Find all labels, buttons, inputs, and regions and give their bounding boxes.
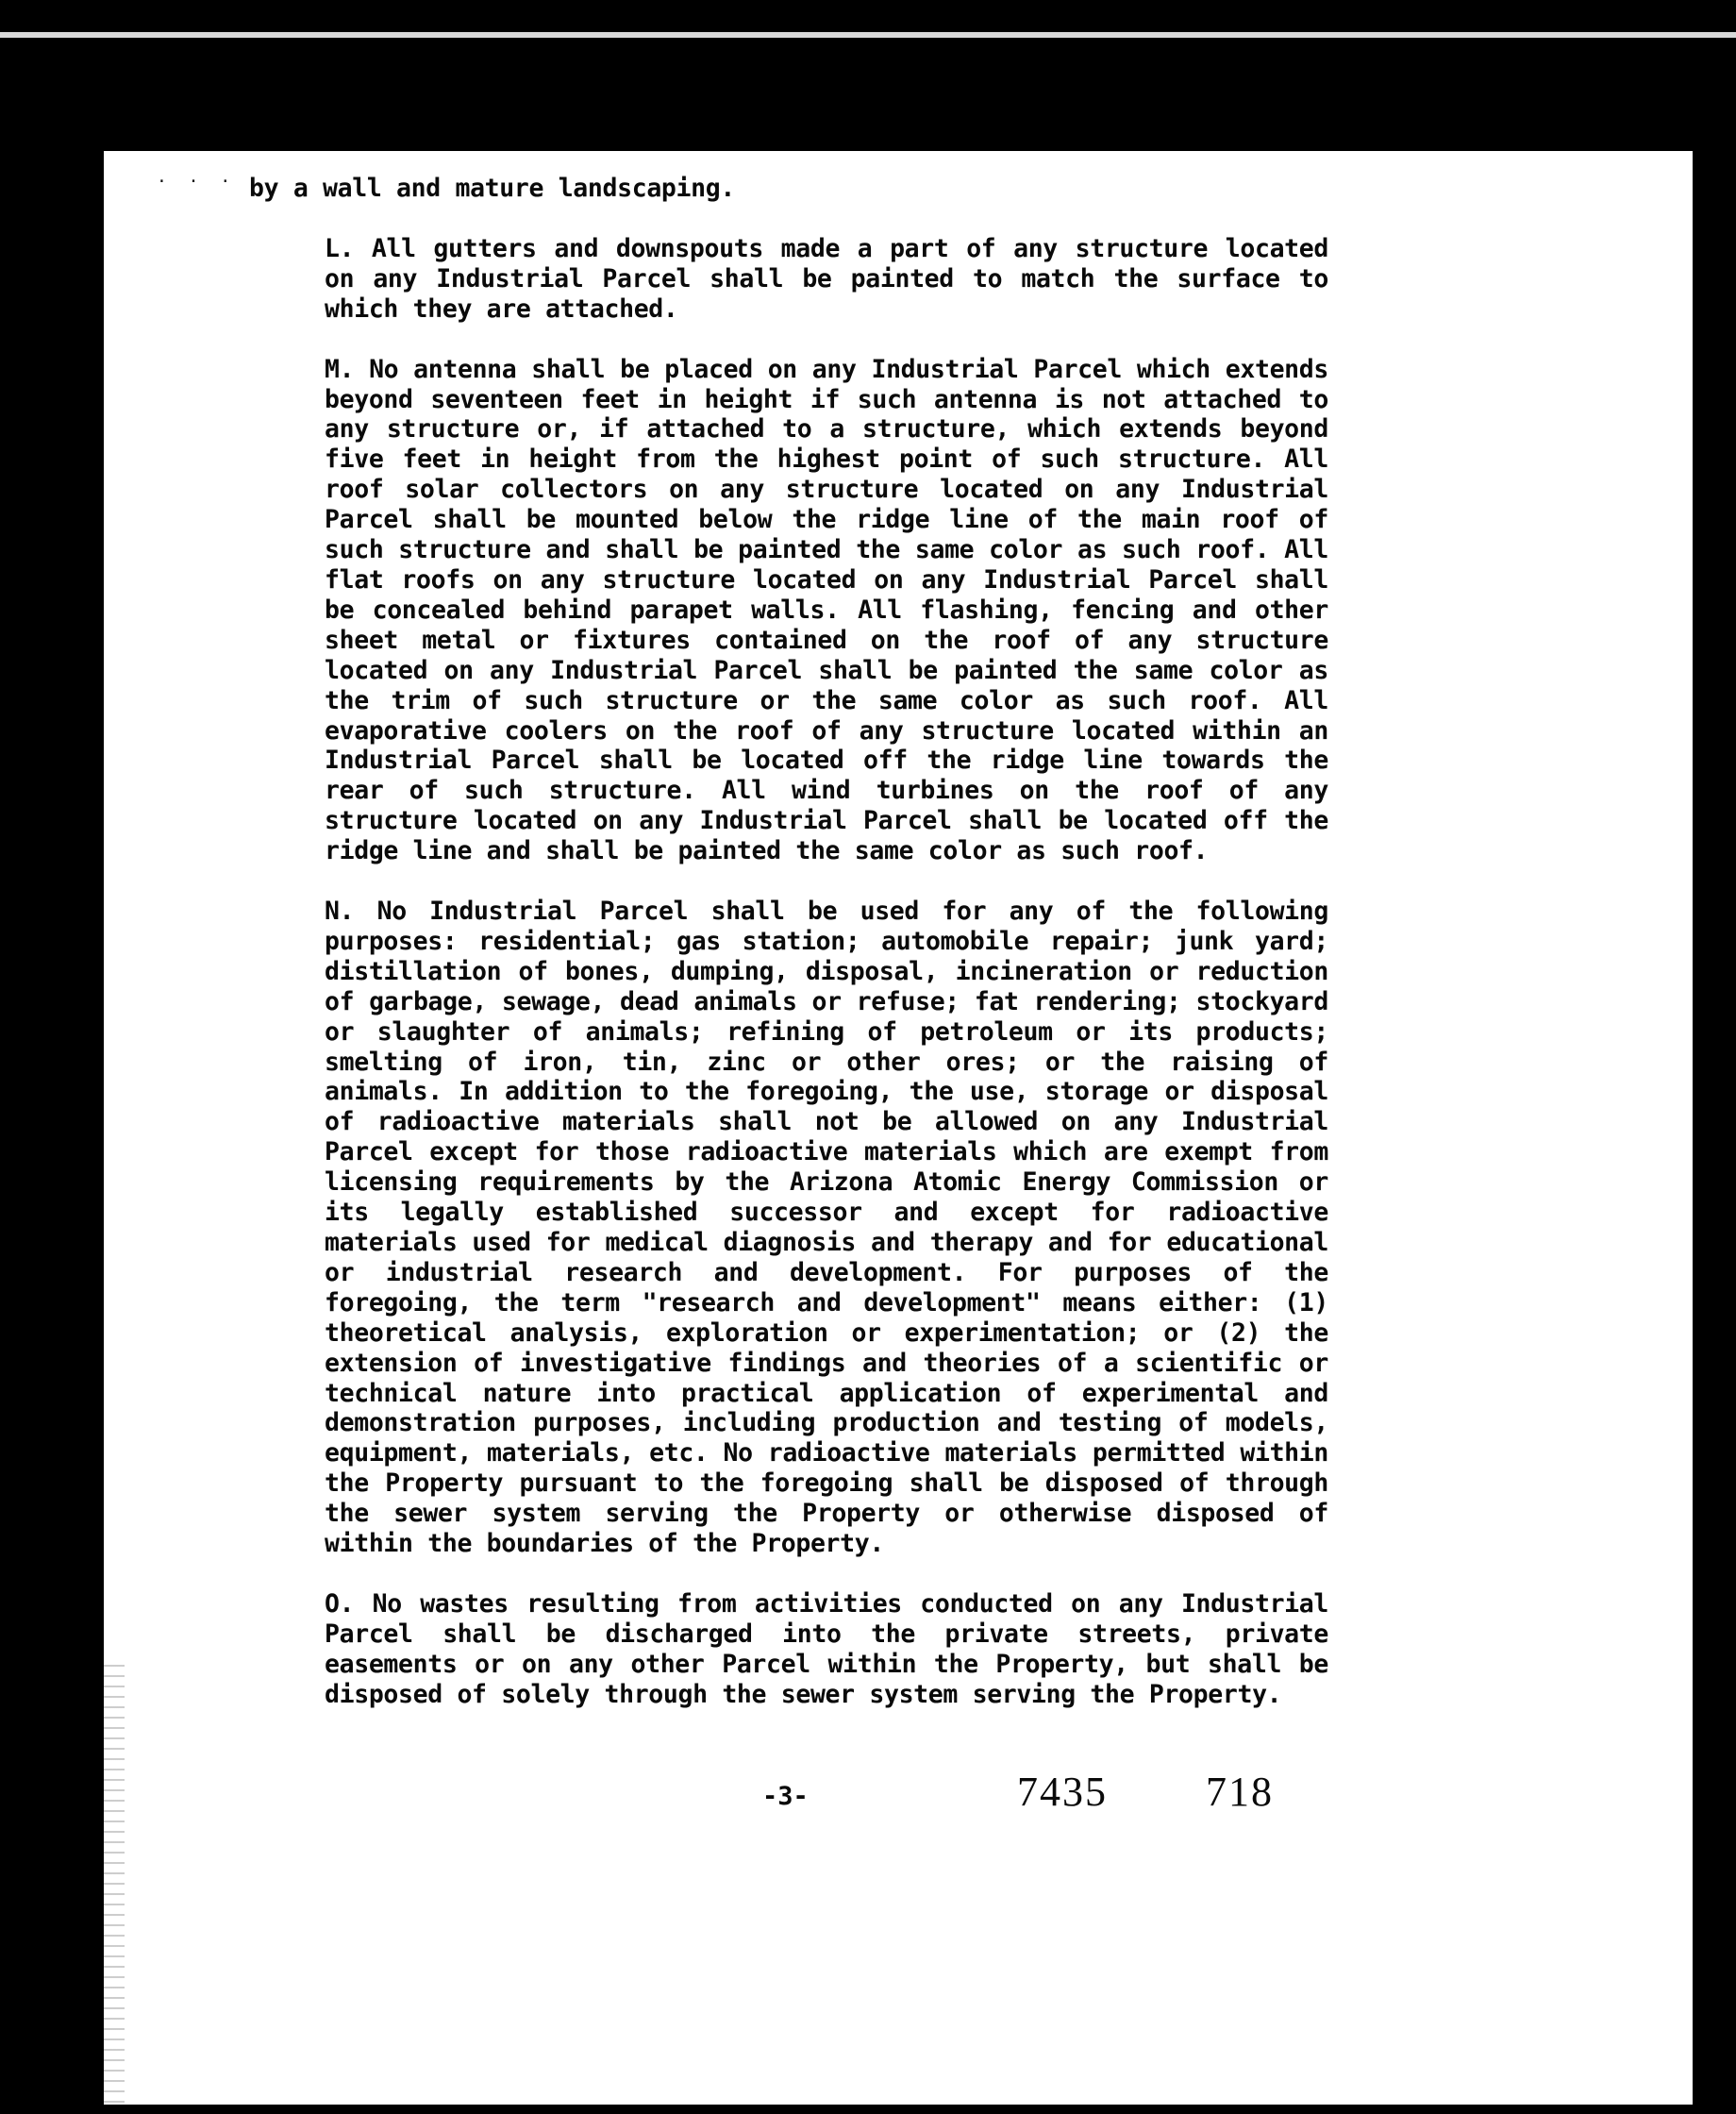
scan-speckle: · · ·: [157, 172, 237, 192]
paragraph-o-wastes: O. No wastes resulting from activities conducted on any Industrial Parcel shall be discharged into the private streets, private easements or on any other Parcel within the Property, but shall be disposed of solely through the sewer system serving the Property.: [325, 1588, 1328, 1709]
paragraph-n-prohibited-uses: N. No Industrial Parcel shall be used for any of the following purposes: residential; gas station; automobile repair; junk yard; distillation of bones, dumping, disposal, incineration or reduction of garbage, sewage, dead animals or refuse; fat rendering; stockyard or slaughter of animals; refining of petroleum or its products; smelting of iron, tin, zinc or other ores; or the raising of animals. In addition to the foregoing, the use, storage or disposal of radioactive materials shall not be allowed on any Industrial Parcel except for those radioactive materials which are exempt from licensing requirements by the Arizona Atomic Energy Commission or its legally established successor and except for radioactive materials used for medical diagnosis and therapy and for educational or industrial research and development. For purposes of the foregoing, the term "research and development" means either: (1) theoretical analysis, exploration or experimentation; or (2) the extension of investigative findings and theories of a scientific or technical nature into practical application of experimental and demonstration purposes, including production and testing of models, equipment, materials, etc. No radioactive materials permitted within the Property pursuant to the foregoing shall be disposed of through the sewer system serving the Property or otherwise disposed of within the boundaries of the Property.: [325, 897, 1328, 1559]
scan-edge-noise: [104, 1661, 125, 2105]
document-body: [249, 174, 1328, 1740]
paragraph-k-continued: by a wall and mature landscaping.: [249, 174, 735, 203]
scan-top-line: [0, 32, 1736, 38]
scan-top-border: [0, 0, 1736, 32]
document-number-left: 7435: [1017, 1769, 1108, 1815]
paragraph-m-antenna: M. No antenna shall be placed on any Industrial Parcel which extends beyond seventeen feet in height if such antenna is not attached to any structure or, if attached to a structure, which extends beyond five feet in height from the highest point of such structure. All roof solar collectors on any structure located on any Industrial Parcel shall be mounted below the ridge line of the main roof of such structure and shall be painted the same color as such roof. All flat roofs on any structure located on any Industrial Parcel shall be concealed behind parapet walls. All flashing, fencing and other sheet metal or fixtures contained on the roof of any structure located on any Industrial Parcel shall be painted the same color as the trim of such structure or the same color as such roof. All evaporative coolers on the roof of any structure located within an Industrial Parcel shall be located off the ridge line towards the rear of such structure. All wind turbines on the roof of any structure located on any Industrial Parcel shall be located off the ridge line and shall be painted the same color as such roof.: [325, 354, 1328, 866]
document-number-right: 718: [1206, 1769, 1274, 1815]
page-number: -3-: [762, 1782, 809, 1811]
paragraph-l-gutters: L. All gutters and downspouts made a part of any structure located on any Industrial Parcel shall be painted to match the surface to which they are attached.: [325, 233, 1328, 324]
